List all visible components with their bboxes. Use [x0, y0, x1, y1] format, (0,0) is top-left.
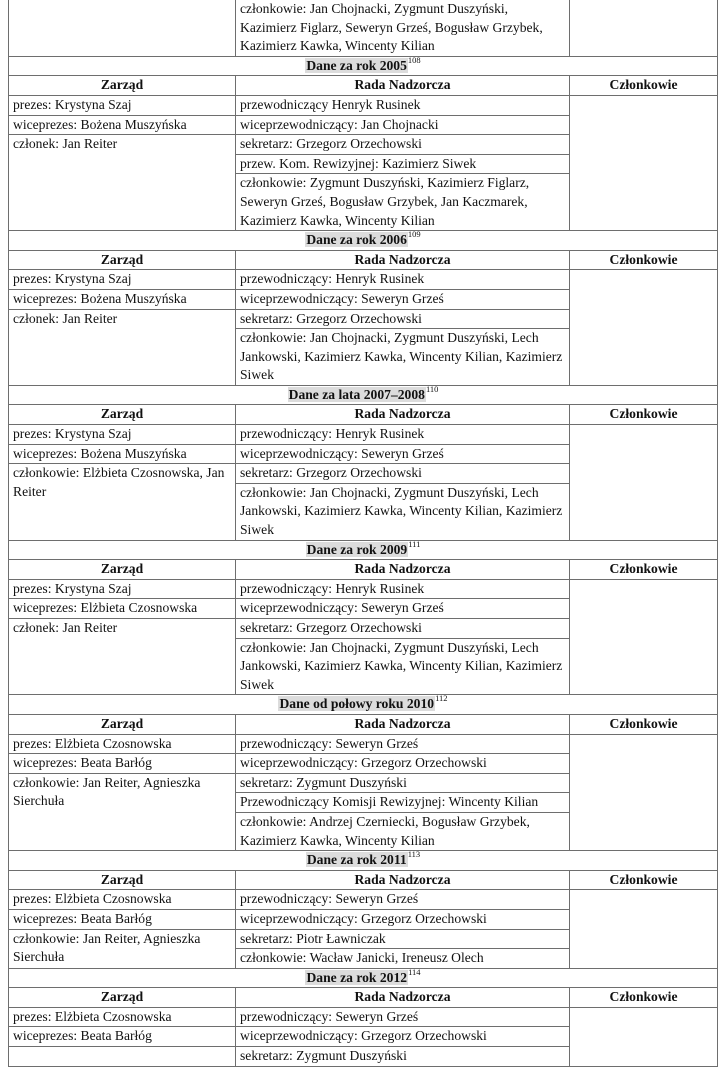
- section-title-text: Dane od połowy roku 2010: [279, 696, 435, 712]
- column-header-row: [9, 250, 718, 270]
- rada-cell: wiceprzewodniczący: Seweryn Grześ: [236, 599, 570, 619]
- column-header-czlonkowie: Członkowie: [570, 870, 718, 890]
- footnote-ref: 109: [407, 230, 421, 240]
- section-title-cell: [9, 231, 718, 251]
- section-title-cell: [9, 385, 718, 405]
- column-header-zarzad: Zarząd: [9, 405, 236, 425]
- zarzad-cell: prezes: Krystyna Szaj: [9, 425, 236, 445]
- zarzad-cell: prezes: Elżbieta Czosnowska: [9, 890, 236, 910]
- czlonkowie-cell-empty: [570, 734, 718, 851]
- czlonkowie-cell-empty: [570, 270, 718, 386]
- section-title-cell: [9, 851, 718, 871]
- zarzad-cell: prezes: Elżbieta Czosnowska: [9, 1007, 236, 1027]
- zarzad-cell-empty: [9, 0, 236, 56]
- column-header-row: [9, 76, 718, 96]
- column-header-row: [9, 560, 718, 580]
- rada-cell: przewodniczący: Henryk Rusinek: [236, 425, 570, 445]
- column-header-rada: Rada Nadzorcza: [236, 405, 570, 425]
- zarzad-cell: wiceprezes: Beata Barłóg: [9, 909, 236, 929]
- rada-cell: sekretarz: Piotr Ławniczak: [236, 929, 570, 949]
- czlonkowie-cell-empty: [570, 890, 718, 968]
- zarzad-cell: prezes: Krystyna Szaj: [9, 579, 236, 599]
- rada-cell: sekretarz: Zygmunt Duszyński: [236, 1047, 570, 1067]
- section-title-cell: [9, 695, 718, 715]
- table-row: [9, 95, 718, 115]
- zarzad-cell: prezes: Krystyna Szaj: [9, 270, 236, 290]
- rada-cell: członkowie: Zygmunt Duszyński, Kazimierz Figlarz, Seweryn Grześ, Bogusław Grzybek, Jan Kaczmarek, Kazimierz Kawka, Wincenty Kilian: [236, 174, 570, 231]
- rada-cell: sekretarz: Zygmunt Duszyński: [236, 773, 570, 793]
- rada-cell: sekretarz: Grzegorz Orzechowski: [236, 309, 570, 329]
- zarzad-cell: członek: Jan Reiter: [9, 619, 236, 695]
- zarzad-cell: członkowie: Elżbieta Czosnowska, Jan Reiter: [9, 464, 236, 540]
- section-title: [306, 542, 409, 557]
- zarzad-cell: wiceprezes: Beata Barłóg: [9, 754, 236, 774]
- zarzad-cell: prezes: Krystyna Szaj: [9, 95, 236, 115]
- section-title: [305, 970, 408, 985]
- section-title-row: [9, 851, 718, 871]
- section-title-cell: [9, 968, 718, 988]
- section-title: [305, 232, 408, 247]
- rada-members-cell: członkowie: Jan Chojnacki, Zygmunt Duszyński, Kazimierz Figlarz, Seweryn Grześ, Bogusław Grzybek, Kazimierz Kawka, Wincenty Kilian: [236, 0, 570, 56]
- section-title-row: [9, 231, 718, 251]
- rada-cell: wiceprzewodniczący: Grzegorz Orzechowski: [236, 1027, 570, 1047]
- rada-cell: sekretarz: Grzegorz Orzechowski: [236, 619, 570, 639]
- table-row: [9, 270, 718, 290]
- board-composition-table: [8, 0, 718, 1067]
- section-title: [278, 696, 435, 711]
- rada-cell: przewodniczący: Seweryn Grześ: [236, 734, 570, 754]
- column-header-row: [9, 988, 718, 1008]
- rada-cell: wiceprzewodniczący: Jan Chojnacki: [236, 115, 570, 135]
- rada-cell: członkowie: Wacław Janicki, Ireneusz Olech: [236, 949, 570, 969]
- column-header-zarzad: Zarząd: [9, 560, 236, 580]
- zarzad-cell: członek: Jan Reiter: [9, 135, 236, 231]
- czlonkowie-cell-empty: [570, 0, 718, 56]
- zarzad-cell: wiceprezes: Beata Barłóg: [9, 1027, 236, 1047]
- czlonkowie-cell-empty: [570, 425, 718, 541]
- zarzad-cell: członek: Jan Reiter: [9, 309, 236, 385]
- column-header-czlonkowie: Członkowie: [570, 76, 718, 96]
- rada-cell: przew. Kom. Rewizyjnej: Kazimierz Siwek: [236, 154, 570, 174]
- section-title-row: [9, 540, 718, 560]
- column-header-czlonkowie: Członkowie: [570, 560, 718, 580]
- column-header-row: [9, 870, 718, 890]
- zarzad-cell: [9, 1047, 236, 1067]
- rada-cell: przewodniczący: Henryk Rusinek: [236, 270, 570, 290]
- continuation-row: [9, 0, 718, 56]
- rada-cell: członkowie: Jan Chojnacki, Zygmunt Duszyński, Lech Jankowski, Kazimierz Kawka, Wincenty Kilian, Kazimierz Siwek: [236, 638, 570, 695]
- footnote-ref: 111: [408, 540, 421, 549]
- footnote-ref: 112: [435, 694, 448, 704]
- section-title: [288, 387, 426, 402]
- section-title-text: Dane za rok 2011: [306, 852, 407, 868]
- zarzad-cell: wiceprezes: Bożena Muszyńska: [9, 444, 236, 464]
- section-title-text: Dane za rok 2006: [306, 232, 407, 248]
- rada-cell: sekretarz: Grzegorz Orzechowski: [236, 464, 570, 484]
- zarzad-cell: wiceprezes: Bożena Muszyńska: [9, 289, 236, 309]
- section-title-cell: [9, 540, 718, 560]
- column-header-rada: Rada Nadzorcza: [236, 714, 570, 734]
- czlonkowie-cell-empty: [570, 579, 718, 695]
- section-title-text: Dane za rok 2005: [306, 57, 407, 73]
- column-header-zarzad: Zarząd: [9, 714, 236, 734]
- czlonkowie-cell-empty: [570, 1007, 718, 1066]
- czlonkowie-cell-empty: [570, 95, 718, 230]
- column-header-rada: Rada Nadzorcza: [236, 560, 570, 580]
- zarzad-cell: prezes: Elżbieta Czosnowska: [9, 734, 236, 754]
- column-header-czlonkowie: Członkowie: [570, 405, 718, 425]
- document-page: [8, 0, 717, 1067]
- column-header-zarzad: Zarząd: [9, 76, 236, 96]
- table-row: [9, 734, 718, 754]
- column-header-zarzad: Zarząd: [9, 250, 236, 270]
- rada-cell: członkowie: Jan Chojnacki, Zygmunt Duszyński, Lech Jankowski, Kazimierz Kawka, Wincenty Kilian, Kazimierz Siwek: [236, 483, 570, 540]
- column-header-zarzad: Zarząd: [9, 870, 236, 890]
- section-title-row: [9, 695, 718, 715]
- column-header-rada: Rada Nadzorcza: [236, 250, 570, 270]
- section-title: [306, 852, 408, 867]
- table-row: [9, 890, 718, 910]
- table-row: [9, 579, 718, 599]
- rada-cell: członkowie: Andrzej Czerniecki, Bogusław Grzybek, Kazimierz Kawka, Wincenty Kilian: [236, 812, 570, 850]
- rada-cell: przewodniczący: Henryk Rusinek: [236, 579, 570, 599]
- rada-cell: wiceprzewodniczący: Grzegorz Orzechowski: [236, 754, 570, 774]
- rada-cell: przewodniczący: Seweryn Grześ: [236, 1007, 570, 1027]
- table-row: [9, 425, 718, 445]
- column-header-row: [9, 714, 718, 734]
- rada-cell: wiceprzewodniczący: Seweryn Grześ: [236, 444, 570, 464]
- column-header-rada: Rada Nadzorcza: [236, 870, 570, 890]
- footnote-ref: 110: [425, 385, 439, 394]
- column-header-row: [9, 405, 718, 425]
- zarzad-cell: członkowie: Jan Reiter, Agnieszka Sierchuła: [9, 929, 236, 968]
- footnote-ref: 113: [407, 850, 421, 860]
- zarzad-cell: wiceprezes: Bożena Muszyńska: [9, 115, 236, 135]
- rada-cell: przewodniczący Henryk Rusinek: [236, 95, 570, 115]
- rada-cell: przewodniczący: Seweryn Grześ: [236, 890, 570, 910]
- column-header-rada: Rada Nadzorcza: [236, 988, 570, 1008]
- column-header-rada: Rada Nadzorcza: [236, 76, 570, 96]
- rada-cell: członkowie: Jan Chojnacki, Zygmunt Duszyński, Lech Jankowski, Kazimierz Kawka, Wincenty Kilian, Kazimierz Siwek: [236, 329, 570, 386]
- zarzad-cell: członkowie: Jan Reiter, Agnieszka Sierchuła: [9, 773, 236, 850]
- zarzad-cell: wiceprezes: Elżbieta Czosnowska: [9, 599, 236, 619]
- footnote-ref: 114: [408, 968, 421, 977]
- section-title-text: Dane za lata 2007–2008: [288, 386, 425, 402]
- section-title-cell: [9, 56, 718, 76]
- section-title-text: Dane za rok 2012: [306, 969, 408, 985]
- section-title-row: [9, 56, 718, 76]
- footnote-ref: 108: [407, 56, 421, 65]
- section-title: [305, 58, 408, 73]
- column-header-czlonkowie: Członkowie: [570, 988, 718, 1008]
- section-title-row: [9, 968, 718, 988]
- column-header-czlonkowie: Członkowie: [570, 250, 718, 270]
- rada-cell: wiceprzewodniczący: Seweryn Grześ: [236, 289, 570, 309]
- table-row: [9, 1007, 718, 1027]
- rada-cell: wiceprzewodniczący: Grzegorz Orzechowski: [236, 909, 570, 929]
- column-header-czlonkowie: Członkowie: [570, 714, 718, 734]
- section-title-row: [9, 385, 718, 405]
- section-title-text: Dane za rok 2009: [306, 541, 408, 557]
- rada-cell: sekretarz: Grzegorz Orzechowski: [236, 135, 570, 155]
- rada-cell: Przewodniczący Komisji Rewizyjnej: Wincenty Kilian: [236, 793, 570, 813]
- column-header-zarzad: Zarząd: [9, 988, 236, 1008]
